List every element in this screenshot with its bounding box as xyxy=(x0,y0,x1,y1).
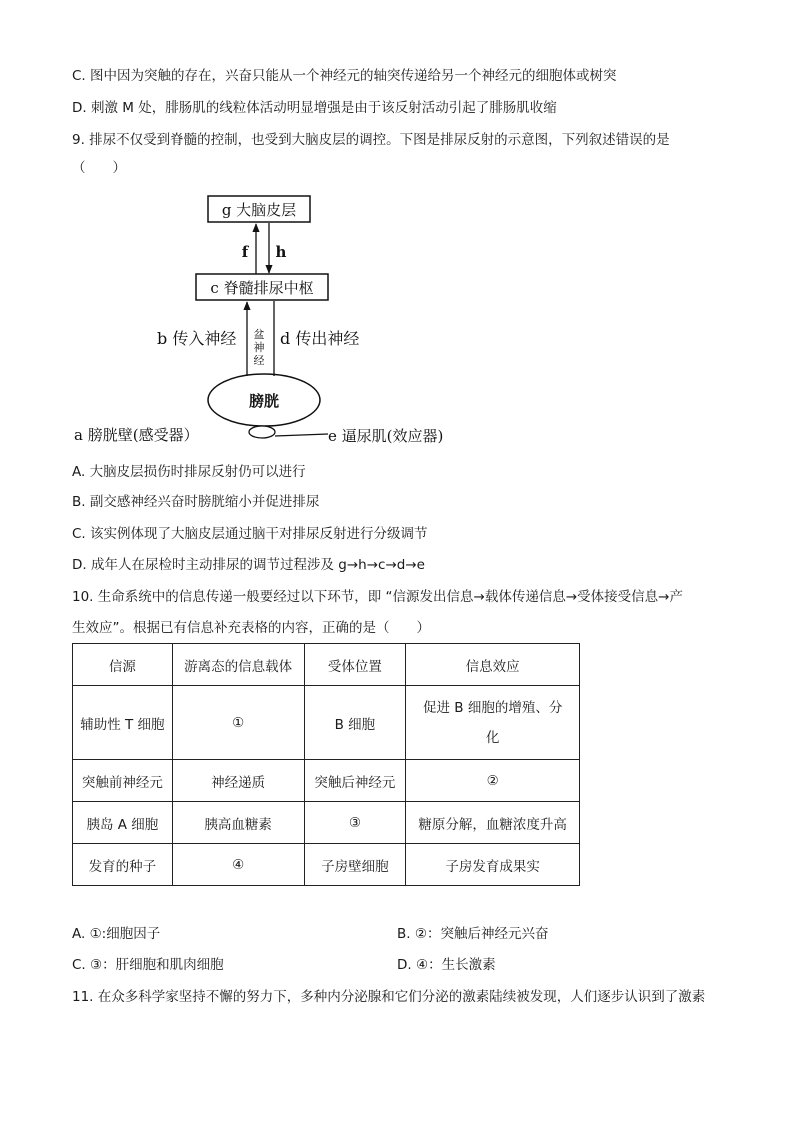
table-row xyxy=(73,686,580,760)
q10-option-b: B. ②：突触后神经元兴奋 xyxy=(397,926,549,942)
bladder-outlet xyxy=(249,426,275,438)
pelvic-nerve-char-3: 经 xyxy=(253,354,265,367)
table-cell: 神经递质 xyxy=(172,760,304,802)
table-header: 游离态的信息载体 xyxy=(172,644,304,686)
q10-option-c: C. ③：肝细胞和肌肉细胞 xyxy=(72,957,224,973)
efferent-label: d 传出神经 xyxy=(280,329,360,348)
q11-stem: 11. 在众多科学家坚持不懈的努力下，多种内分泌腺和它们分泌的激素陆续被发现，人们逐步认识到了激素 xyxy=(72,989,706,1005)
q9-option-c: C. 该实例体现了大脑皮层通过脑干对排尿反射进行分级调节 xyxy=(72,526,428,542)
f-label: f xyxy=(241,243,249,261)
table-cell: 促进 B 细胞的增殖、分化 xyxy=(406,686,580,760)
pelvic-nerve-char-1: 盆 xyxy=(253,328,265,341)
table-cell: 突触后神经元 xyxy=(304,760,406,802)
q9-stem: 9. 排尿不仅受到脊髓的控制，也受到大脑皮层的调控。下图是排尿反射的示意图，下列叙述错误的是 xyxy=(72,132,670,148)
table-cell: ① xyxy=(172,686,304,760)
table-header: 信源 xyxy=(73,644,173,686)
table-cell: 胰高血糖素 xyxy=(172,802,304,844)
table-cell: ③ xyxy=(304,802,406,844)
table-cell: 突触前神经元 xyxy=(73,760,173,802)
table-row xyxy=(73,844,580,886)
q10-option-d: D. ④：生长激素 xyxy=(397,957,496,973)
table-cell: ④ xyxy=(172,844,304,886)
q9-option-b: B. 副交感神经兴奋时膀胱缩小并促进排尿 xyxy=(72,494,320,510)
h-label: h xyxy=(275,243,287,261)
q9-paren: （ ） xyxy=(72,160,126,176)
table-cell: B 细胞 xyxy=(304,686,406,760)
table-cell: 发育的种子 xyxy=(73,844,173,886)
table-cell: ② xyxy=(406,760,580,802)
afferent-label: b 传入神经 xyxy=(157,329,237,348)
table-cell: 辅助性 T 细胞 xyxy=(73,686,173,760)
q8-option-c: C. 图中因为突触的存在，兴奋只能从一个神经元的轴突传递给另一个神经元的细胞体或树突 xyxy=(72,68,617,84)
table-row xyxy=(73,802,580,844)
table-cell: 子房发育成果实 xyxy=(406,844,580,886)
urination-reflex-diagram xyxy=(70,190,490,450)
q10-stem-line2: 生效应”。根据已有信息补充表格的内容，正确的是（ ） xyxy=(72,620,430,636)
table-cell: 糖原分解，血糖浓度升高 xyxy=(406,802,580,844)
brain-cortex-label: g 大脑皮层 xyxy=(221,201,297,219)
q10-option-a: A. ①:细胞因子 xyxy=(72,926,161,942)
bladder-wall-label: a 膀胱壁(感受器） xyxy=(74,426,199,444)
q9-option-d: D. 成年人在尿检时主动排尿的调节过程涉及 g→h→c→d→e xyxy=(72,557,425,573)
q9-option-a: A. 大脑皮层损伤时排尿反射仍可以进行 xyxy=(72,464,306,480)
detrusor-label: e 逼尿肌(效应器) xyxy=(328,427,444,445)
spinal-center-label: c 脊髓排尿中枢 xyxy=(210,279,314,297)
efferent-to-muscle xyxy=(275,434,328,436)
q8-option-d: D. 刺激 M 处，腓肠肌的线粒体活动明显增强是由于该反射活动引起了腓肠肌收缩 xyxy=(72,100,557,116)
pelvic-nerve-char-2: 神 xyxy=(253,341,265,354)
table-cell: 子房壁细胞 xyxy=(304,844,406,886)
table-header-row xyxy=(73,644,580,686)
bladder-label: 膀胱 xyxy=(248,392,280,410)
table-row xyxy=(73,760,580,802)
table-header: 受体位置 xyxy=(304,644,406,686)
table-header: 信息效应 xyxy=(406,644,580,686)
info-table xyxy=(72,643,580,886)
q10-stem-line1: 10. 生命系统中的信息传递一般要经过以下环节，即 “信源发出信息→载体传递信息→受体接受信息→产 xyxy=(72,589,683,605)
table-cell: 胰岛 A 细胞 xyxy=(73,802,173,844)
